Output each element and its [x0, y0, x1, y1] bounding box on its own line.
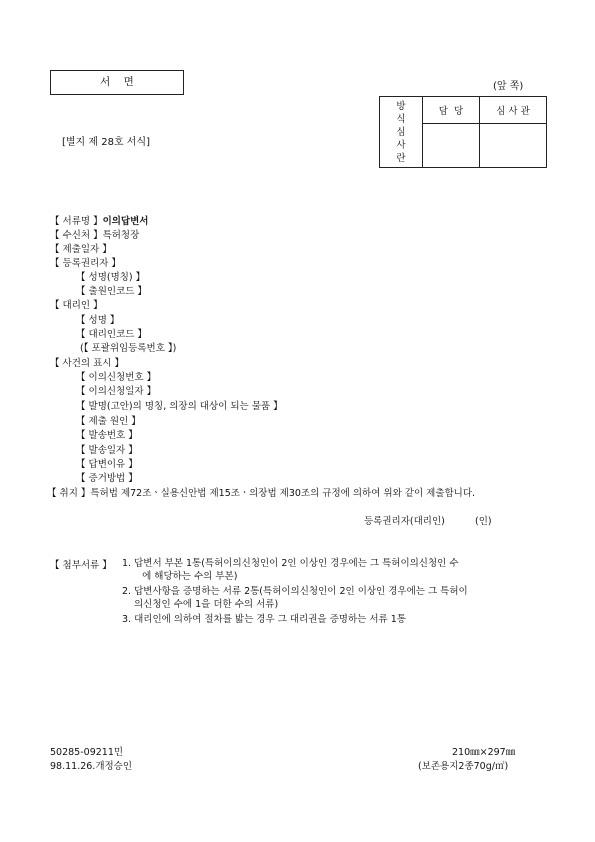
approval-sign-examiner [480, 124, 547, 168]
case-reason-row: 【 제출 원인 】 [76, 416, 141, 427]
send-date-row: 【 발송일자 】 [76, 445, 138, 456]
attachments-label: 【 첨부서류 】 [50, 560, 112, 571]
approval-vertical-label: 방 식 심 사 란 [380, 97, 423, 168]
footer-code: 50285-09211민 [50, 747, 124, 758]
doc-name-row [50, 213, 148, 227]
recipient-row: 【 수신처 】특허청장 [50, 230, 140, 241]
attachment-item: 1. 답변서 부본 1통(특허이의신청인이 2인 이상인 경우에는 그 특허이의신청인 수 [122, 558, 459, 569]
signature-line: 등록권리자(대리인) (인) [364, 516, 492, 527]
attachment-item: 2. 답변사항을 증명하는 서류 2통(특허이의신청인이 2인 이상인 경우에는 그 특허이 [122, 586, 468, 597]
rights-holder-name-row: 【 성명(명칭) 】 [76, 272, 146, 283]
approval-table [379, 96, 547, 168]
approval-col-examiner: 심 사 관 [480, 97, 547, 124]
case-title-row: 【 발명(고안)의 명칭, 의장의 대상이 되는 물품 】 [76, 401, 283, 412]
form-type-label: 서 면 [100, 76, 134, 88]
doc-name-label: 【 서류명 】 [50, 216, 103, 227]
answer-reason-row: 【 답변이유 】 [76, 459, 138, 470]
agent-name-row: 【 성명 】 [76, 315, 120, 326]
agent-general-row: (【 포괄위임등록번호 】) [80, 343, 177, 354]
purpose-text: 특허법 제72조ㆍ실용신안법 제15조ㆍ의장법 제30조의 규정에 의하여 위와 같이 제출합니다. [90, 488, 476, 499]
evidence-row: 【 증거방법 】 [76, 473, 138, 484]
send-number-row: 【 발송번호 】 [76, 430, 138, 441]
attachment-item: 에 해당하는 수의 부본) [130, 571, 238, 582]
footer-size: 210㎜×297㎜ [452, 747, 516, 758]
submit-date-row: 【 제출일자 】 [50, 244, 112, 255]
agent-row: 【 대리인 】 [50, 300, 103, 311]
case-date-row: 【 이의신청일자 】 [76, 386, 157, 397]
attachments-list [122, 557, 468, 626]
case-number-row: 【 이의신청번호 】 [76, 372, 157, 383]
doc-name-value: 이의답변서 [102, 216, 149, 227]
purpose-label: 【 취지 】 [47, 488, 91, 499]
rights-holder-row: 【 등록권리자 】 [50, 258, 121, 269]
approval-col-staff: 담 당 [423, 97, 480, 124]
footer-approval-date: 98.11.26.개정승인 [50, 761, 133, 772]
rights-holder-code-row: 【 출원인코드 】 [76, 286, 147, 297]
footer-paper: (보존용지2종70g/㎡) [418, 761, 509, 772]
agent-code-row: 【 대리인코드 】 [76, 329, 147, 340]
approval-sign-staff [423, 124, 480, 168]
form-type-box [50, 70, 184, 95]
attachment-item: 3. 대리인에 의하여 절차를 밟는 경우 그 대리권을 증명하는 서류 1통 [122, 614, 406, 625]
attachment-item: 의신청인 수에 1을 더한 수의 서류) [134, 599, 279, 610]
form-number: [별지 제 28호 서식] [62, 137, 151, 148]
case-row: 【 사건의 표시 】 [50, 358, 124, 369]
purpose-row [47, 485, 475, 499]
page-side-label: (앞 쪽) [493, 81, 524, 92]
